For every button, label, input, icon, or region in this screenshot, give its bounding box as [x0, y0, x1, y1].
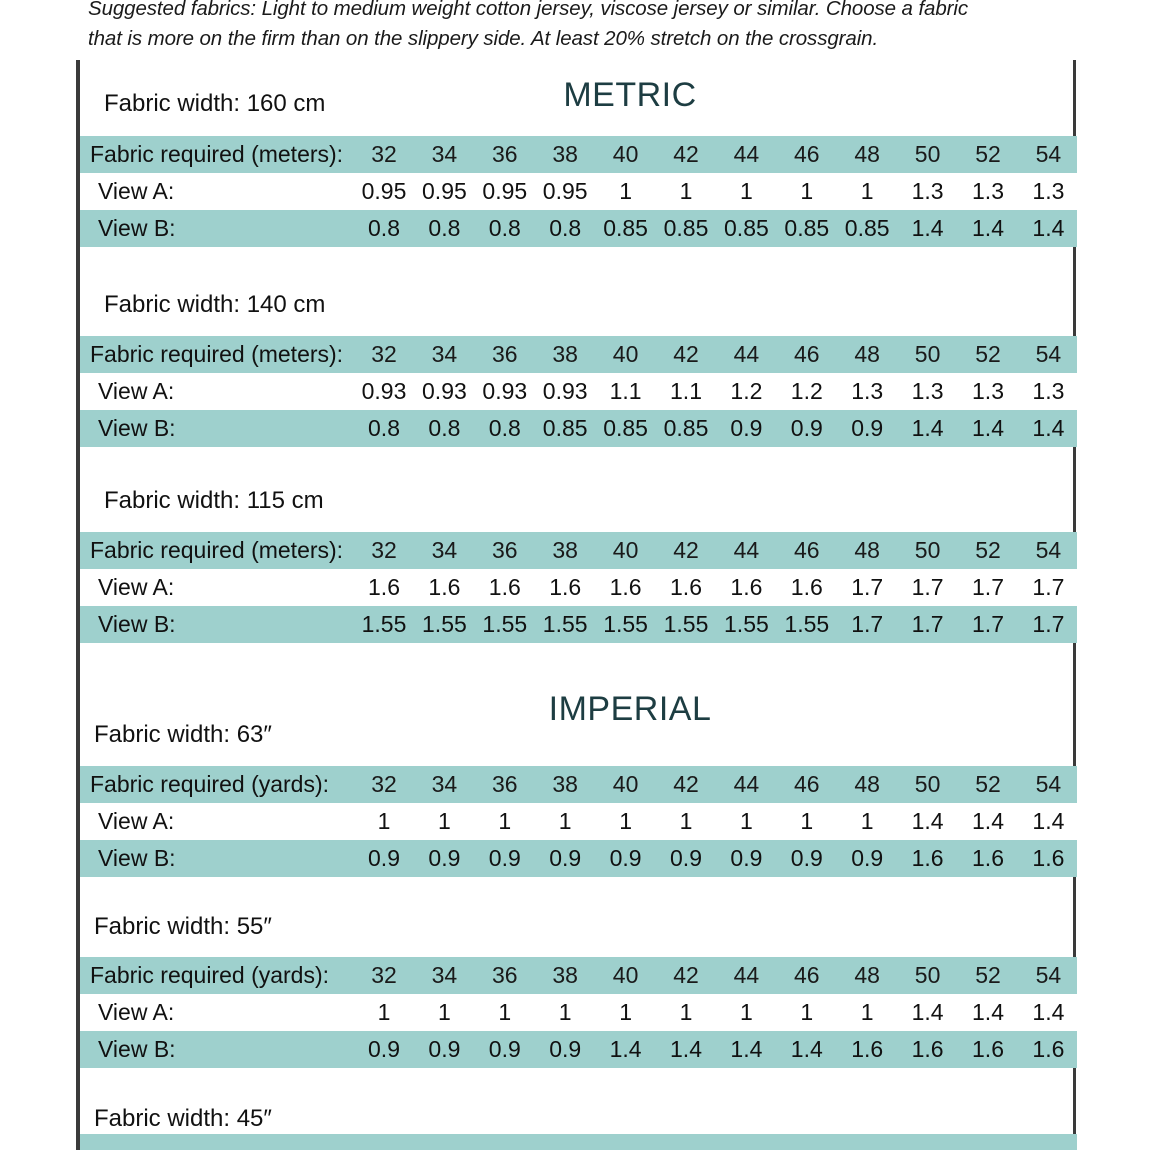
size-header-cell: 32 [371, 771, 397, 797]
size-header-cell: 36 [492, 141, 518, 167]
view-b-cell: 0.9 [730, 415, 763, 441]
size-header-cell: 42 [673, 771, 699, 797]
size-header-cell: 34 [431, 537, 458, 563]
size-header-cell: 36 [492, 341, 518, 367]
view-b-cell: 1.7 [851, 611, 884, 637]
size-header-row-label: Fabric required (meters): [90, 341, 344, 367]
view-a-cell: 1 [800, 808, 814, 834]
size-header-cell: 32 [371, 141, 397, 167]
view-a-row [80, 173, 1077, 210]
view-b-cell: 0.9 [790, 415, 823, 441]
view-b-cell: 0.8 [368, 215, 400, 241]
view-a-cell: 1.6 [368, 574, 400, 600]
view-b-cell: 1.7 [1032, 611, 1065, 637]
view-a-cell: 1.4 [911, 999, 944, 1025]
view-a-cell: 1.6 [428, 574, 461, 600]
view-a-cell: 1 [558, 999, 572, 1025]
size-header-cell: 44 [733, 537, 760, 563]
size-header-cell: 36 [492, 771, 518, 797]
view-a-cell: 1.4 [1032, 999, 1065, 1025]
size-header-cell: 50 [914, 962, 941, 988]
view-a-cell: 1 [739, 178, 753, 204]
size-header-cell: 52 [975, 141, 1001, 167]
size-header-cell: 54 [1035, 341, 1062, 367]
view-b-cell: 0.9 [730, 845, 763, 871]
view-b-cell: 0.9 [851, 415, 884, 441]
size-header-row-label: Fabric required (meters): [90, 537, 344, 563]
view-a-cell: 0.93 [361, 378, 407, 404]
view-a-row [80, 803, 1077, 840]
size-header-cell: 52 [975, 771, 1001, 797]
size-header-cell: 40 [612, 771, 639, 797]
suggested-fabrics-line-1: Suggested fabrics: Light to medium weight cotton jersey, viscose jersey or similar. Choose a fabric [88, 0, 968, 20]
view-a-cell: 1 [800, 178, 814, 204]
view-a-cell: 1 [619, 999, 632, 1025]
size-header-cell: 38 [552, 341, 578, 367]
view-b-cell: 0.8 [428, 215, 461, 241]
size-header-cell: 52 [975, 341, 1001, 367]
view-b-cell: 0.9 [428, 845, 461, 871]
view-b-cell: 1.55 [784, 611, 830, 637]
size-header-cell: 32 [371, 537, 397, 563]
size-header-row-label: Fabric required (yards): [90, 771, 330, 797]
fabric-width-label: Fabric width: 140 cm [104, 291, 326, 318]
view-b-cell: 1.7 [972, 611, 1004, 637]
view-b-cell: 0.9 [790, 845, 823, 871]
size-header-cell: 38 [552, 537, 578, 563]
view-b-cell: 1.55 [542, 611, 588, 637]
view-a-cell: 1.4 [972, 999, 1004, 1025]
size-header-cell: 38 [552, 771, 578, 797]
view-a-row-label: View A: [98, 574, 175, 600]
view-a-cell: 1.7 [972, 574, 1004, 600]
view-b-row-label: View B: [98, 845, 176, 871]
view-b-cell: 0.85 [542, 415, 588, 441]
size-header-cell: 34 [431, 962, 458, 988]
size-header-cell: 34 [431, 341, 458, 367]
view-a-cell: 1 [739, 999, 753, 1025]
view-b-cell: 1.55 [603, 611, 648, 637]
view-b-cell: 1.6 [972, 845, 1004, 871]
view-b-cell: 0.8 [488, 215, 521, 241]
size-header-cell: 52 [975, 962, 1001, 988]
view-a-cell: 1 [437, 808, 451, 834]
size-header-cell: 50 [914, 141, 941, 167]
size-header-cell: 44 [733, 962, 760, 988]
view-a-cell: 1 [498, 808, 512, 834]
view-a-cell: 0.95 [482, 178, 528, 204]
view-b-row [80, 606, 1077, 643]
chart-frame [76, 60, 1076, 1150]
size-header-cell: 44 [733, 141, 760, 167]
view-a-cell: 0.93 [422, 378, 467, 404]
view-a-cell: 1.3 [972, 378, 1004, 404]
view-a-cell: 1.3 [911, 178, 944, 204]
view-b-cell: 0.85 [724, 215, 769, 241]
size-header-cell: 40 [612, 537, 639, 563]
size-header-cell: 42 [673, 962, 699, 988]
view-b-cell: 0.85 [844, 215, 890, 241]
view-b-cell: 1.55 [724, 611, 769, 637]
view-b-cell: 1.6 [1032, 1036, 1065, 1062]
view-a-cell: 1.6 [790, 574, 823, 600]
view-a-cell: 1.7 [911, 574, 944, 600]
view-a-cell: 1 [860, 999, 874, 1025]
view-b-cell: 0.8 [549, 215, 582, 241]
view-b-cell: 1.6 [911, 1036, 944, 1062]
view-a-cell: 1.1 [670, 378, 702, 404]
view-a-cell: 0.93 [542, 378, 588, 404]
size-header-cell: 50 [914, 537, 941, 563]
size-header-row [80, 957, 1077, 994]
size-header-cell: 54 [1035, 141, 1062, 167]
view-b-cell: 0.9 [488, 1036, 521, 1062]
view-b-cell: 0.8 [368, 415, 400, 441]
size-header-cell: 48 [854, 341, 880, 367]
size-header-row [80, 766, 1077, 803]
view-b-cell: 0.9 [549, 1036, 582, 1062]
view-b-row [80, 840, 1077, 877]
view-b-row [80, 410, 1077, 447]
view-b-cell: 1.4 [790, 1036, 823, 1062]
view-b-cell: 1.4 [609, 1036, 642, 1062]
view-a-cell: 1.4 [1032, 808, 1065, 834]
view-a-cell: 0.95 [422, 178, 467, 204]
view-a-cell: 1 [800, 999, 814, 1025]
size-header-cell: 40 [612, 341, 639, 367]
view-a-cell: 1 [498, 999, 512, 1025]
suggested-fabrics-note [88, 0, 1048, 54]
clipped-size-header-row [80, 1134, 1077, 1150]
view-b-cell: 1.4 [1032, 215, 1065, 241]
view-b-row-label: View B: [98, 1036, 176, 1062]
view-b-cell: 1.4 [911, 415, 944, 441]
view-a-row-label: View A: [98, 808, 175, 834]
view-a-row [80, 994, 1077, 1031]
view-a-cell: 1 [860, 178, 874, 204]
size-header-cell: 44 [733, 341, 760, 367]
view-a-cell: 1.3 [972, 178, 1004, 204]
view-a-row-label: View A: [98, 999, 175, 1025]
view-b-cell: 0.85 [603, 415, 648, 441]
fabric-width-label: Fabric width: 160 cm [104, 90, 326, 117]
view-a-cell: 1 [437, 999, 451, 1025]
view-b-cell: 1.6 [972, 1036, 1004, 1062]
view-a-cell: 1 [377, 808, 391, 834]
view-b-cell: 1.4 [1032, 415, 1065, 441]
size-header-cell: 54 [1035, 537, 1062, 563]
size-header-cell: 34 [431, 771, 458, 797]
view-a-cell: 1.6 [670, 574, 702, 600]
view-a-cell: 0.95 [361, 178, 407, 204]
view-b-cell: 0.85 [784, 215, 830, 241]
view-b-row-label: View B: [98, 611, 176, 637]
size-header-cell: 32 [371, 962, 397, 988]
view-b-row-label: View B: [98, 215, 176, 241]
size-header-cell: 42 [673, 537, 699, 563]
view-a-cell: 0.95 [542, 178, 588, 204]
view-b-cell: 1.55 [361, 611, 407, 637]
size-header-cell: 46 [794, 141, 820, 167]
view-a-cell: 1 [860, 808, 874, 834]
view-a-cell: 1.3 [851, 378, 884, 404]
size-header-cell: 40 [612, 962, 639, 988]
view-b-cell: 0.8 [428, 415, 461, 441]
view-a-cell: 1 [679, 178, 693, 204]
size-header-cell: 42 [673, 141, 699, 167]
view-b-cell: 1.55 [422, 611, 467, 637]
view-b-cell: 0.85 [603, 215, 648, 241]
view-a-cell: 1 [619, 178, 632, 204]
suggested-fabrics-line-2: that is more on the firm than on the slippery side. At least 20% stretch on the crossgrain. [88, 27, 879, 50]
view-a-cell: 1.6 [549, 574, 582, 600]
size-header-cell: 48 [854, 141, 880, 167]
view-a-cell: 1 [739, 808, 753, 834]
view-a-cell: 1 [619, 808, 632, 834]
view-b-cell: 0.85 [663, 215, 709, 241]
size-header-cell: 46 [794, 962, 820, 988]
view-a-cell: 1.3 [1032, 378, 1065, 404]
view-a-cell: 1.2 [730, 378, 763, 404]
size-header-cell: 40 [612, 141, 639, 167]
size-header-cell: 38 [552, 962, 578, 988]
view-b-cell: 0.9 [428, 1036, 461, 1062]
view-b-cell: 0.9 [368, 845, 400, 871]
view-a-cell: 1.3 [911, 378, 944, 404]
size-header-cell: 50 [914, 771, 941, 797]
view-a-cell: 1 [377, 999, 391, 1025]
size-header-cell: 48 [854, 771, 880, 797]
view-a-cell: 0.93 [482, 378, 528, 404]
view-a-cell: 1 [679, 808, 693, 834]
size-header-row-label: Fabric required (yards): [90, 962, 330, 988]
view-b-cell: 1.6 [851, 1036, 884, 1062]
view-b-row [80, 210, 1077, 247]
view-a-cell: 1.7 [1032, 574, 1065, 600]
size-header-row [80, 532, 1077, 569]
size-header-cell: 36 [492, 537, 518, 563]
size-header-cell: 32 [371, 341, 397, 367]
size-header-cell: 46 [794, 771, 820, 797]
view-b-cell: 1.7 [911, 611, 944, 637]
view-b-cell: 1.6 [1032, 845, 1065, 871]
view-a-row-label: View A: [98, 378, 175, 404]
size-header-cell: 42 [673, 341, 699, 367]
size-header-cell: 34 [431, 141, 458, 167]
size-header-cell: 52 [975, 537, 1001, 563]
view-a-row [80, 569, 1077, 606]
view-b-cell: 1.4 [730, 1036, 763, 1062]
view-a-cell: 1.3 [1032, 178, 1065, 204]
view-b-cell: 0.9 [670, 845, 702, 871]
view-a-cell: 1.4 [972, 808, 1004, 834]
view-b-cell: 0.9 [368, 1036, 400, 1062]
view-b-row-label: View B: [98, 415, 176, 441]
size-header-row [80, 136, 1077, 173]
fabric-width-label: Fabric width: 55″ [94, 913, 272, 940]
view-b-cell: 1.4 [972, 415, 1004, 441]
view-a-cell: 1.7 [851, 574, 884, 600]
view-a-row [80, 373, 1077, 410]
view-b-cell: 1.55 [663, 611, 709, 637]
size-header-cell: 54 [1035, 771, 1062, 797]
size-header-cell: 48 [854, 962, 880, 988]
size-header-cell: 46 [794, 341, 820, 367]
fabric-width-label: Fabric width: 45″ [94, 1105, 272, 1132]
size-header-cell: 50 [914, 341, 941, 367]
view-b-cell: 0.9 [488, 845, 521, 871]
size-header-row [80, 336, 1077, 373]
view-a-cell: 1 [558, 808, 572, 834]
imperial-unit-title: IMPERIAL [548, 690, 712, 728]
view-a-cell: 1 [679, 999, 693, 1025]
view-b-cell: 1.4 [670, 1036, 702, 1062]
view-b-cell: 0.9 [851, 845, 884, 871]
view-b-cell: 1.55 [482, 611, 528, 637]
view-b-cell: 0.8 [488, 415, 521, 441]
metric-unit-title: METRIC [563, 76, 697, 114]
view-b-cell: 1.4 [911, 215, 944, 241]
fabric-width-label: Fabric width: 115 cm [104, 487, 324, 514]
view-a-cell: 1.6 [609, 574, 642, 600]
view-b-cell: 0.9 [549, 845, 582, 871]
size-header-cell: 44 [733, 771, 760, 797]
view-b-cell: 0.85 [663, 415, 709, 441]
size-header-cell: 36 [492, 962, 518, 988]
view-b-row [80, 1031, 1077, 1068]
size-header-cell: 38 [552, 141, 578, 167]
fabric-width-label: Fabric width: 63″ [94, 721, 272, 748]
view-b-cell: 1.6 [911, 845, 944, 871]
view-a-cell: 1.6 [488, 574, 521, 600]
view-a-cell: 1.2 [790, 378, 823, 404]
size-header-row-label: Fabric required (meters): [90, 141, 344, 167]
view-a-cell: 1.1 [609, 378, 642, 404]
view-a-cell: 1.6 [730, 574, 763, 600]
view-b-cell: 0.9 [609, 845, 642, 871]
view-a-row-label: View A: [98, 178, 175, 204]
size-header-cell: 48 [854, 537, 880, 563]
size-header-cell: 54 [1035, 962, 1062, 988]
size-header-cell: 46 [794, 537, 820, 563]
view-b-cell: 1.4 [972, 215, 1004, 241]
view-a-cell: 1.4 [911, 808, 944, 834]
